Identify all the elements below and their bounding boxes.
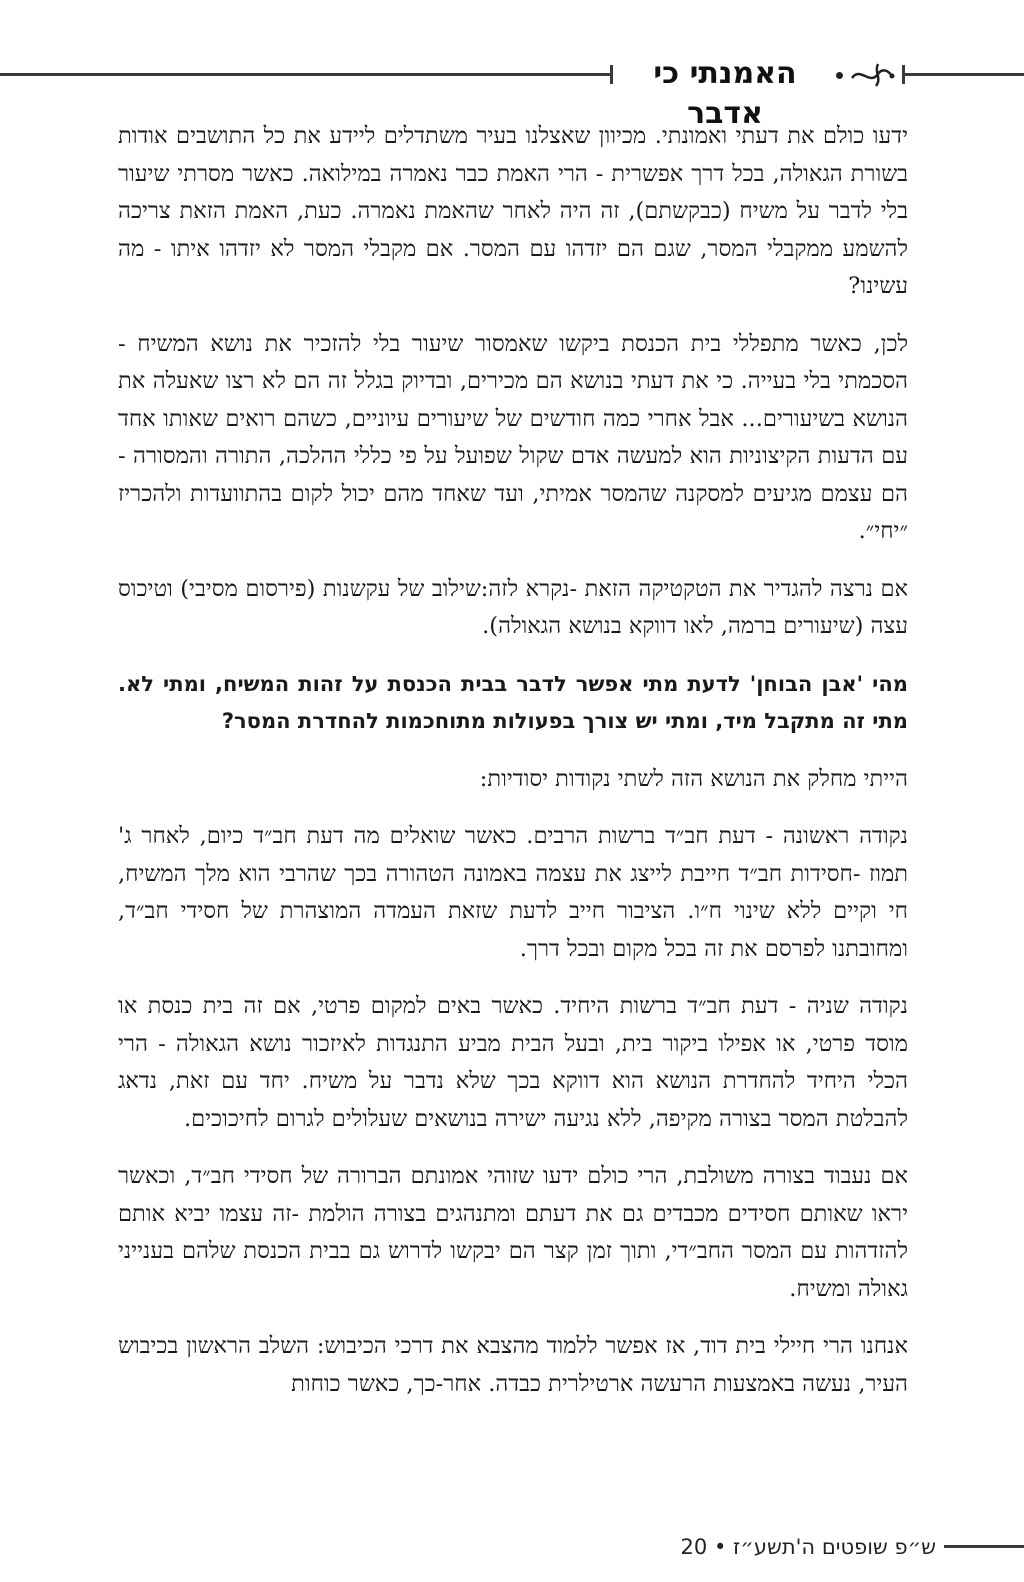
header-bullet <box>836 72 843 79</box>
page-number: 20 <box>680 1535 708 1559</box>
paragraph: אם נעבוד בצורה משולבת, הרי כולם ידעו שזוהי אמונתם הברורה של חסידי חב״ד, וכאשר יראו שאותם חסידים מכבדים גם את דעתם ומתנהגים בצורה הולמת -זה עצמו יביא אותם להזדהות עם המסר החב״די, ותוך זמן קצר הם יבקשו לדרוש גם בבית הכנסת שלהם בענייני גאולה ומשיח. <box>118 1163 908 1302</box>
running-title: האמנתי כי אדבר <box>653 56 797 131</box>
paragraph: הייתי מחלק את הנושא הזה לשתי נקודות יסודיות: <box>479 765 908 792</box>
article-body <box>118 118 908 1423</box>
paragraph: לכן, כאשר מתפללי בית הכנסת ביקשו שאמסור שיעור בלי להזכיר את נושא המשיח - הסכמתי בלי בעייה. כי את דעתי בנושא הם מכירים, ובדיוק בגלל זה הם לא רצו שאעלה את הנושא בשיעורים... אבל אחרי כמה חודשים של שיעורים עיוניים, כשהם רואים שאותו אחד עם הדעות הקיצוניות הוא למעשה אדם שקול שפועל על פי כללי ההלכה, התורה והמסורה - הם עצמם מגיעים למסקנה שהמסר אמיתי, ועד שאחד מהם יכול לקום בהתוועדות ולהכריז ״יחי״. <box>118 330 908 544</box>
paragraph: נקודה ראשונה - דעת חב״ד ברשות הרבים. כאשר שואלים מה דעת חב״ד כיום, לאחר ג' תמוז -חסידות חב״ד חייבת לייצג את עצמה באמונה הטהורה בכך שהרבי הוא מלך המשיח, חי וקיים ללא שינוי ח״ו. הציבור חייב לדעת שזאת העמדה המוצהרת של חסידי חב״ד, ומחובתנו לפרסם את זה בכל מקום ובכל דרך. <box>118 823 908 962</box>
page-header <box>0 52 1024 131</box>
header-rule-right <box>904 73 1024 76</box>
page-footer <box>0 1528 1024 1568</box>
header-rule-left <box>0 73 612 76</box>
pen-flourish-icon <box>848 58 898 90</box>
footer-label: ש״פ שופטים ה'תשע״ז • 20 <box>680 1535 936 1559</box>
footer-issue: ש״פ שופטים ה'תשע״ז <box>733 1535 936 1559</box>
paragraph: אם נרצה להגדיר את הטקטיקה הזאת -נקרא לזה:שילוב של עקשנות (פירסום מסיבי) וטיכוס עצה (שיעורים ברמה, לאו דווקא בנושא הגאולה). <box>118 575 908 639</box>
paragraph: אנחנו הרי חיילי בית דוד, אז אפשר ללמוד מהצבא את דרכי הכיבוש: השלב הראשון בכיבוש העיר, נעשה באמצעות הרעשה ארטילרית כבדה. אחר-כך, כאשר כוחות <box>118 1333 908 1397</box>
paragraph: נקודה שניה - דעת חב״ד ברשות היחיד. כאשר באים למקום פרטי, אם זה בית כנסת או מוסד פרטי, או אפילו ביקור בית, ובעל הבית מביע התנגדות לאיזכור נושא הגאולה - הרי הכלי היחיד להחדרת הנושא הוא דווקא בכך שלא נדבר על משיח. יחד עם זאת, נדאג להבלטת המסר בצורה מקיפה, ללא נגיעה ישירה בנושאים שעלולים לגרום לחיכוכים. <box>118 993 908 1132</box>
footer-rule <box>944 1545 1024 1548</box>
paragraph: ידעו כולם את דעתי ואמונתי. מכיוון שאצלנו בעיר משתדלים ליידע את כל התושבים אודות בשורת הגאולה, בכל דרך אפשרית - הרי האמת כבר נאמרה במילואה. כאשר מסרתי שיעור בלי לדבר על משיח (כבקשתם), זה היה לאחר שהאמת נאמרה. כעת, האמת הזאת צריכה להשמע ממקבלי המסר, שגם הם יזדהו עם המסר. אם מקבלי המסר לא יזדהו איתו - מה עשינו? <box>118 123 908 299</box>
question-heading: מהי 'אבן הבוחן' לדעת מתי אפשר לדבר בבית הכנסת על זהות המשיח, ומתי לא. מתי זה מתקבל מיד, ומתי יש צורך בפעולות מתוחכמות להחדרת המסר? <box>118 671 908 733</box>
header-rule-tick <box>610 65 613 84</box>
